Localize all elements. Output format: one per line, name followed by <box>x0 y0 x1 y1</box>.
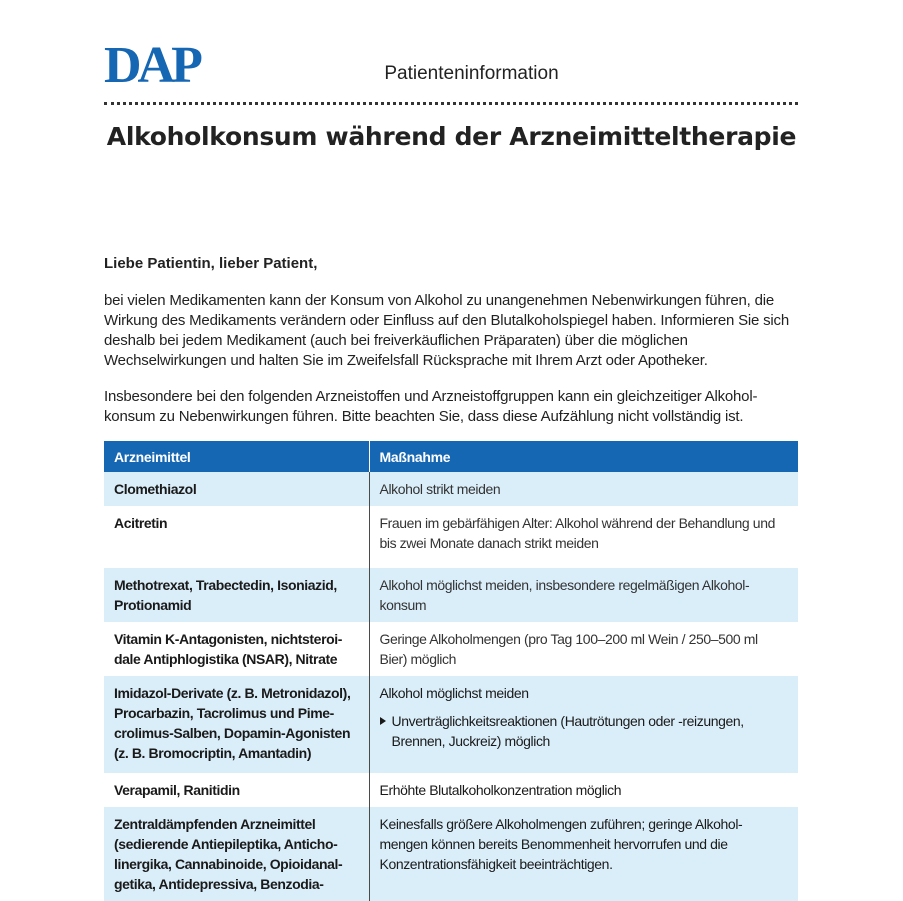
drug-cell: Vitamin K-Antagonisten, nichtsteroi-dale Antiphlogistika (NSAR), Nitrate <box>104 622 369 676</box>
table-row <box>104 472 798 506</box>
measure-cell: Alkohol strikt meiden <box>369 472 798 506</box>
drug-cell: Imidazol-Derivate (z. B. Metronidazol), Procarbazin, Tacrolimus und Pime-crolimus-Salben, Dopamin-Agonisten (z. B. Bromocriptin, Amantadin) <box>104 676 369 773</box>
logo-text: DAP <box>104 40 199 86</box>
drug-cell: Methotrexat, Trabectedin, Isoniazid, Protionamid <box>104 568 369 622</box>
triangle-bullet-icon <box>380 717 386 725</box>
dotted-divider <box>104 102 798 105</box>
measure-cell: Keinesfalls größere Alkoholmengen zuführen; geringe Alkohol-mengen können bereits Benommenheit hervorrufen und die Konzentrationsfähigkeit beeinträchtigen. <box>369 807 798 901</box>
table-row <box>104 807 798 901</box>
measure-cell: Geringe Alkoholmengen (pro Tag 100–200 ml Wein / 250–500 ml Bier) möglich <box>369 622 798 676</box>
measure-cell: Alkohol möglichst meiden, insbesondere regelmäßigen Alkohol-konsum <box>369 568 798 622</box>
page-title: Alkoholkonsum während der Arzneimitteltherapie <box>106 122 797 151</box>
table-row <box>104 622 798 676</box>
measure-text: Alkohol möglichst meiden <box>379 685 529 701</box>
list-intro-paragraph: Insbesondere bei den folgenden Arzneistoffen und Arzneistoffgruppen kann ein gleichzeitiger Alkohol-konsum zu Nebenwirkungen führen. Bitte beachten Sie, dass diese Aufzählung nicht vollständig ist. <box>104 388 758 425</box>
table-row <box>104 506 798 568</box>
table-row <box>104 568 798 622</box>
column-header-measure: Maßnahme <box>369 441 798 472</box>
bullet-text: Unverträglichkeitsreaktionen (Hautrötungen oder -reizungen, Brennen, Juckreiz) möglich <box>391 713 744 749</box>
drug-cell: Clomethiazol <box>104 472 369 506</box>
drug-cell: Verapamil, Ranitidin <box>104 773 369 807</box>
document-type: Patienteninformation <box>384 63 559 84</box>
column-header-drug: Arzneimittel <box>104 441 369 472</box>
drug-cell: Zentraldämpfenden Arzneimittel (sedierende Antiepileptika, Anticho-linergika, Cannabinoide, Opioidanal-getika, Antidepressiva, Benzodia- <box>104 807 369 901</box>
table-row <box>104 676 798 773</box>
measure-cell: Frauen im gebärfähigen Alter: Alkohol während der Behandlung und bis zwei Monate danach strikt meiden <box>369 506 798 568</box>
table-header-row <box>104 441 798 472</box>
intro-paragraph: bei vielen Medikamenten kann der Konsum von Alkohol zu unangenehmen Nebenwirkungen führen, die Wirkung des Medikaments verändern oder Einfluss auf den Blutalkoholspiegel haben. Informieren Sie sich deshalb bei jedem Medikament (auch bei freiverkäuflichen Präparaten) über die möglichen Wechselwirkungen und halten Sie im Zweifelsfall Rücksprache mit Ihrem Arzt oder Apotheker. <box>104 292 789 369</box>
drug-interaction-table <box>104 441 798 901</box>
greeting: Liebe Patientin, lieber Patient, <box>104 255 318 272</box>
measure-cell: Erhöhte Blutalkoholkonzentration möglich <box>369 773 798 807</box>
measure-cell <box>369 676 798 773</box>
measure-bullet <box>380 711 789 751</box>
drug-cell: Acitretin <box>104 506 369 568</box>
table-row <box>104 773 798 807</box>
